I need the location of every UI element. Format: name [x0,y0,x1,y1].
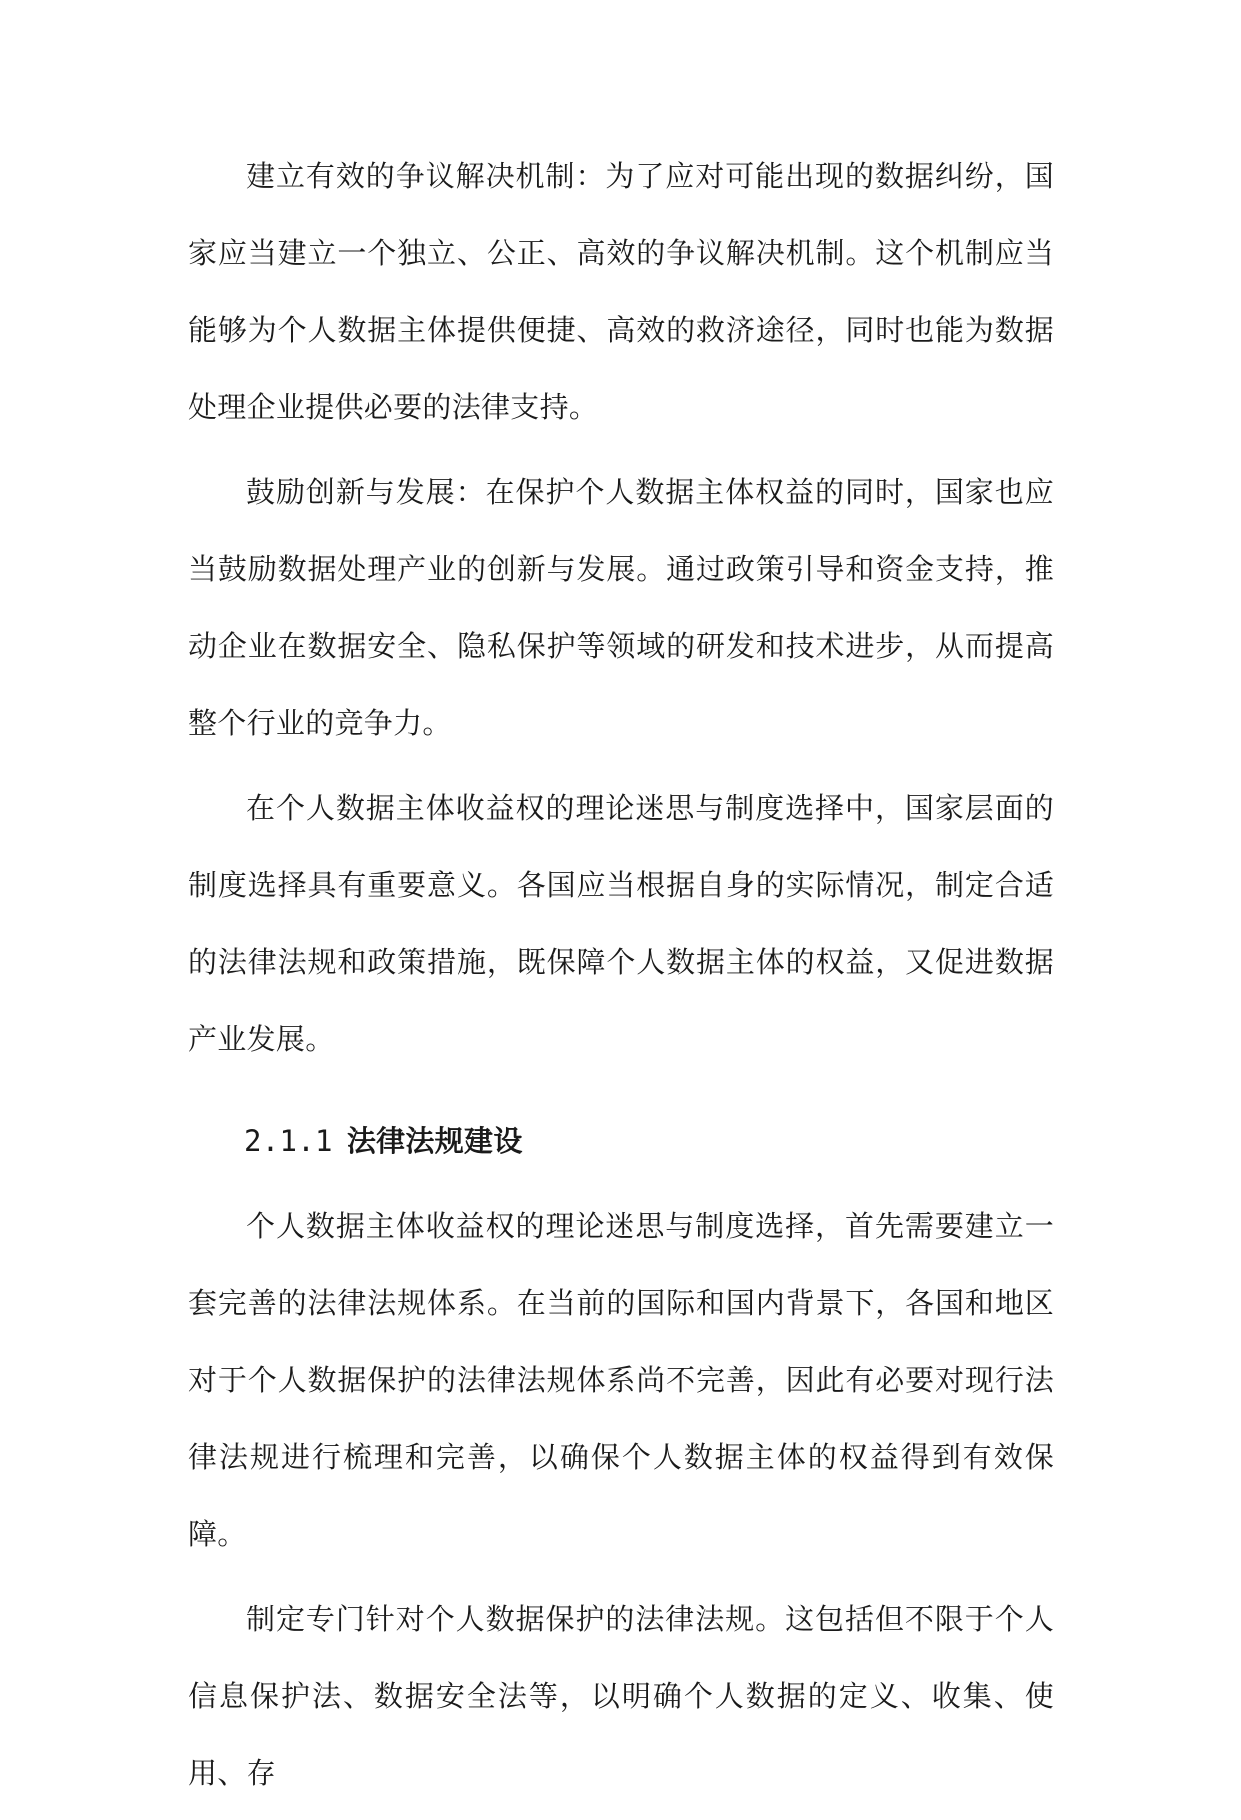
paragraph-specific-laws: 制定专门针对个人数据保护的法律法规。这包括但不限于个人信息保护法、数据安全法等，以明确个人数据的定义、收集、使用、存 [188,1602,1054,1790]
paragraph-legal-system: 个人数据主体收益权的理论迷思与制度选择，首先需要建立一套完善的法律法规体系。在当前的国际和国内背景下，各国和地区对于个人数据保护的法律法规体系尚不完善，因此有必要对现行法律法规进行梳理和完善，以确保个人数据主体的权益得到有效保障。 [188,1209,1054,1551]
section-heading [188,1103,1054,1180]
document-body [188,138,1054,1820]
section-title: 法律法规建设 [346,1124,523,1158]
paragraph-encourage-innovation: 鼓励创新与发展：在保护个人数据主体权益的同时，国家也应当鼓励数据处理产业的创新与发展。通过政策引导和资金支持，推动企业在数据安全、隐私保护等领域的研发和技术进步，从而提高整个行业的竞争力。 [188,475,1054,740]
paragraph-dispute-resolution: 建立有效的争议解决机制：为了应对可能出现的数据纠纷，国家应当建立一个独立、公正、高效的争议解决机制。这个机制应当能够为个人数据主体提供便捷、高效的救济途径，同时也能为数据处理企业提供必要的法律支持。 [188,159,1054,424]
section-number: 2.1.1 [244,1124,333,1158]
paragraph-national-choice: 在个人数据主体收益权的理论迷思与制度选择中，国家层面的制度选择具有重要意义。各国应当根据自身的实际情况，制定合适的法律法规和政策措施，既保障个人数据主体的权益，又促进数据产业发展。 [188,791,1054,1056]
